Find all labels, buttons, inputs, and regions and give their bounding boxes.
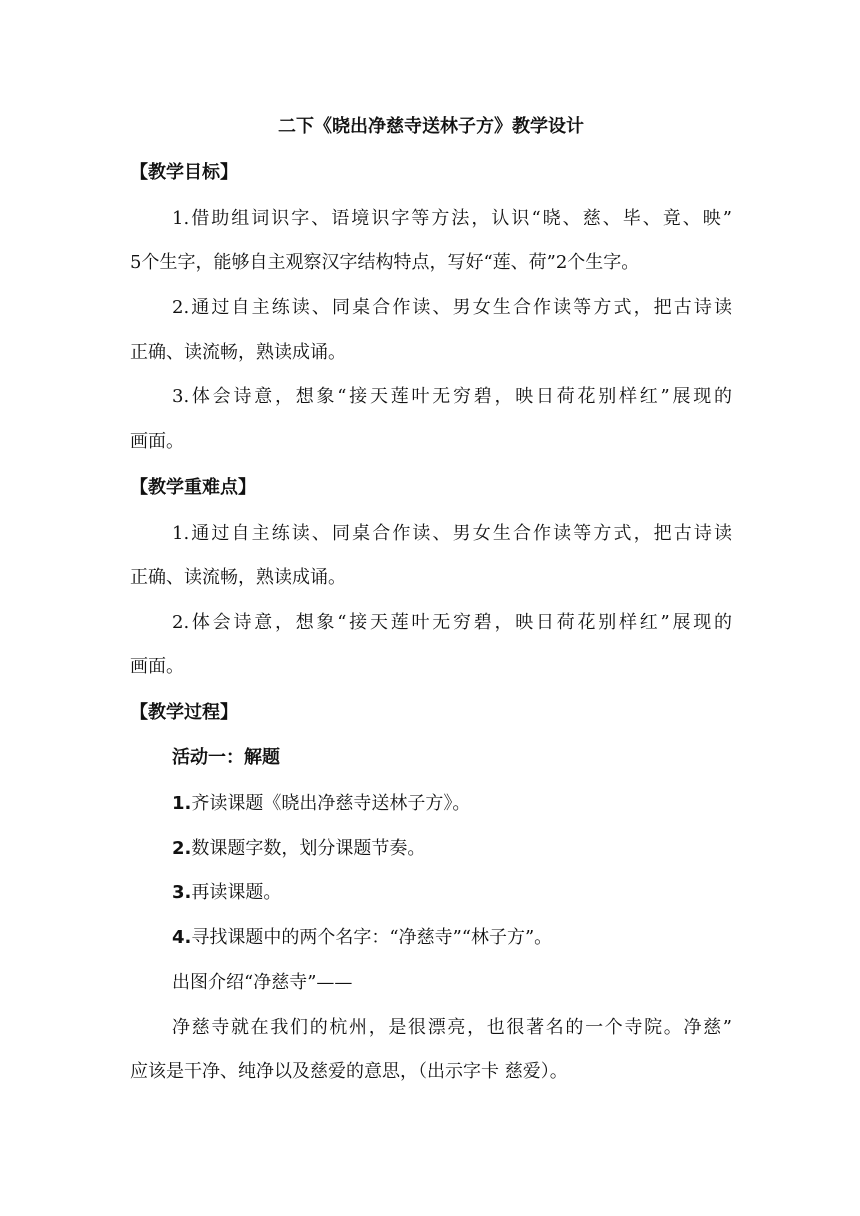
goal-1-line-2: 5个生字，能够自主观察汉字结构特点，写好“莲、荷”2个生字。 [130,252,640,273]
goal-3-line-2: 画面。 [130,431,184,452]
step-2 [172,834,732,864]
document-page [130,0,732,1216]
temple-paragraph-line-1: 净慈寺就在我们的杭州，是很漂亮，也很著名的一个寺院。净慈” [172,1017,732,1038]
goal-2-line-1: 2.通过自主练读、同桌合作读、男女生合作读等方式，把古诗读 [172,297,732,318]
section-heading-process: 【教学过程】 [130,702,238,723]
temple-paragraph-line-2: 应该是干净、纯净以及慈爱的意思，（出示字卡 慈爱）。 [130,1061,568,1082]
key-point-1-line-2: 正确、读流畅，熟读成诵。 [130,567,346,588]
key-point-1-line-1: 1.通过自主练读、同桌合作读、男女生合作读等方式，把古诗读 [172,523,732,544]
temple-intro: 出图介绍“净慈寺”—— [172,972,353,993]
step-1-text: 齐读课题《晓出净慈寺送林子方》。 [191,793,471,814]
step-2-number: 2. [172,838,192,859]
key-point-2-line-1: 2.体会诗意，想象“接天莲叶无穷碧，映日荷花别样红”展现的 [172,612,732,633]
section-heading-goals: 【教学目标】 [130,162,238,183]
step-3-number: 3. [172,882,192,903]
step-2-text: 数课题字数，划分课题节奏。 [191,838,426,859]
goal-3-line-1: 3.体会诗意，想象“接天莲叶无穷碧，映日荷花别样红”展现的 [172,386,732,407]
step-3 [172,878,732,908]
goal-1-line-1: 1.借助组词识字、语境识字等方法，认识“晓、慈、毕、竟、映” [172,208,732,229]
step-4-text: 寻找课题中的两个名字：“净慈寺”“林子方”。 [191,927,553,948]
step-1-number: 1. [172,793,192,814]
step-1 [172,789,732,819]
step-4-number: 4. [172,927,192,948]
step-4 [172,923,732,953]
goal-2-line-2: 正确、读流畅，熟读成诵。 [130,342,346,363]
step-3-text: 再读课题。 [191,882,282,903]
document-title: 二下《晓出净慈寺送林子方》教学设计 [278,116,584,137]
key-point-2-line-2: 画面。 [130,656,184,677]
section-heading-key-points: 【教学重难点】 [130,477,256,498]
activity-1-heading: 活动一：解题 [172,747,280,768]
